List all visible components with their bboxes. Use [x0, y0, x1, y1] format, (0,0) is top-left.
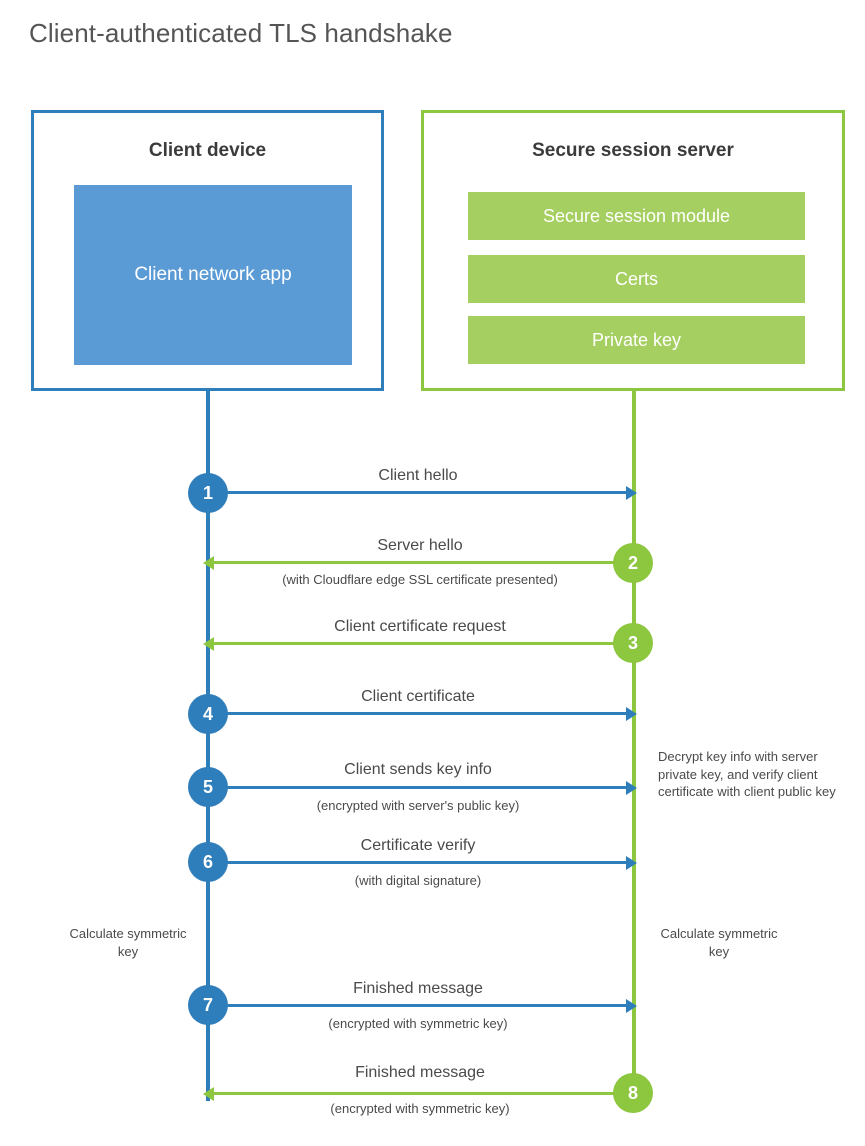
arrow-step-7	[208, 1004, 626, 1007]
step-3-label: Client certificate request	[334, 618, 506, 635]
arrow-step-4	[208, 712, 626, 715]
arrow-head-icon	[203, 556, 214, 570]
step-1-label: Client hello	[378, 467, 458, 484]
client-device-title: Client device	[148, 140, 267, 161]
client-symmetric-key-note: Calculate symmetric key	[69, 926, 187, 959]
client-device-box	[31, 110, 384, 391]
arrow-step-1	[208, 491, 626, 494]
step-7-label: Finished message	[353, 980, 483, 997]
step-marker-8: 8	[613, 1073, 653, 1113]
step-marker-5: 5	[188, 767, 228, 807]
step-marker-1: 1	[188, 473, 228, 513]
arrow-head-icon	[626, 856, 637, 870]
step-marker-7: 7	[188, 985, 228, 1025]
page-title: Client-authenticated TLS handshake	[29, 18, 453, 48]
step-8-sublabel: (encrypted with symmetric key)	[330, 1101, 510, 1116]
arrow-head-icon	[626, 486, 637, 500]
step-marker-3: 3	[613, 623, 653, 663]
step-6-label: Certificate verify	[360, 837, 476, 854]
server-decrypt-note: Decrypt key info with server private key, and verify client certificate with client public key	[658, 749, 836, 800]
step-2-sublabel: (with Cloudflare edge SSL certificate presented)	[282, 572, 558, 587]
server-chip-private-key: Private key	[468, 316, 805, 364]
step-5-label: Client sends key info	[344, 761, 492, 778]
server-chip-secure-session-module: Secure session module	[468, 192, 805, 240]
step-2-label: Server hello	[377, 537, 463, 554]
step-6-sublabel: (with digital signature)	[354, 873, 482, 888]
client-network-app-block: Client network app	[74, 185, 352, 365]
server-chip-certs: Certs	[468, 255, 805, 303]
arrow-head-icon	[203, 1087, 214, 1101]
step-4-label: Client certificate	[361, 688, 475, 705]
secure-session-server-box	[421, 110, 845, 391]
step-5-sublabel: (encrypted with server's public key)	[316, 798, 520, 813]
arrow-step-8	[214, 1092, 632, 1095]
step-marker-4: 4	[188, 694, 228, 734]
step-marker-2: 2	[613, 543, 653, 583]
arrow-step-6	[208, 861, 626, 864]
arrow-head-icon	[626, 781, 637, 795]
arrow-step-5	[208, 786, 626, 789]
arrow-step-2	[214, 561, 632, 564]
arrow-head-icon	[626, 999, 637, 1013]
arrow-head-icon	[203, 637, 214, 651]
arrow-step-3	[214, 642, 632, 645]
secure-session-server-title: Secure session server	[532, 140, 734, 161]
step-8-label: Finished message	[355, 1064, 485, 1081]
step-marker-6: 6	[188, 842, 228, 882]
step-7-sublabel: (encrypted with symmetric key)	[328, 1016, 508, 1031]
arrow-head-icon	[626, 707, 637, 721]
server-symmetric-key-note: Calculate symmetric key	[660, 926, 778, 959]
